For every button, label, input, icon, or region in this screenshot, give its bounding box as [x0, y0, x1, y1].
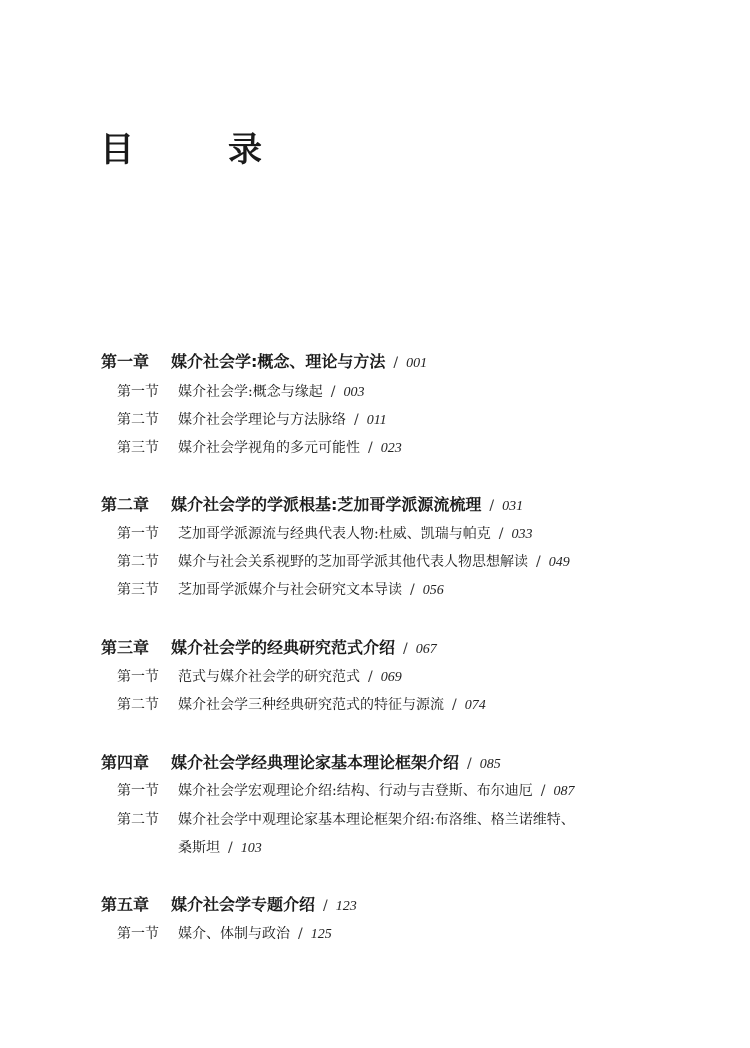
page-number: 067: [415, 642, 437, 657]
section-title: 媒介社会学:概念与缘起: [178, 384, 323, 400]
chapter-number: 第一章: [101, 352, 150, 371]
page-title: 目 录: [100, 130, 292, 170]
section-number: 第一节: [117, 526, 159, 542]
page-number: 123: [335, 899, 357, 914]
section-number: 第一节: [117, 783, 159, 799]
section-title: 芝加哥学派媒介与社会研究文本导读: [178, 582, 402, 598]
chapter-title: 媒介社会学专题介绍: [171, 895, 316, 914]
page-separator: /: [498, 526, 504, 542]
section-entry[interactable]: [117, 922, 332, 946]
section-title: 媒介社会学中观理论家基本理论框架介绍:布洛维、格兰诺维特、: [178, 812, 575, 828]
page-number: 087: [553, 784, 575, 799]
section-title: 媒介社会学理论与方法脉络: [178, 412, 346, 428]
section-number: 第二节: [117, 697, 159, 713]
section-entry[interactable]: [117, 550, 570, 574]
section-entry[interactable]: [117, 522, 532, 546]
section-entry[interactable]: [117, 665, 402, 689]
section-number: 第一节: [117, 384, 159, 400]
section-entry[interactable]: [117, 408, 387, 432]
section-number: 第三节: [117, 440, 159, 456]
chapter-title: 媒介社会学的经典研究范式介绍: [171, 638, 396, 657]
chapter-number: 第四章: [101, 753, 150, 772]
chapter-number: 第三章: [101, 638, 150, 657]
page-number: 003: [343, 385, 365, 400]
page-number: 103: [240, 841, 262, 856]
section-title: 媒介社会学宏观理论介绍:结构、行动与吉登斯、布尔迪厄: [178, 783, 533, 799]
chapter-entry[interactable]: [101, 636, 437, 660]
page-separator: /: [403, 641, 408, 657]
page-number: 125: [310, 927, 332, 942]
chapter-entry[interactable]: [101, 751, 501, 775]
section-number: 第一节: [117, 926, 159, 942]
page-separator: /: [368, 440, 373, 456]
chapter-number: 第二章: [101, 495, 150, 514]
page-number: 074: [464, 698, 486, 713]
page-number: 001: [406, 356, 428, 371]
chapter-entry[interactable]: [101, 350, 427, 374]
page-number: 049: [548, 555, 570, 570]
page-separator: /: [393, 355, 399, 371]
page-separator: /: [452, 697, 457, 713]
page-number: 011: [366, 413, 387, 428]
chapter-title: 媒介社会学:概念、理论与方法: [171, 352, 386, 371]
page-number: 069: [380, 670, 402, 685]
page-separator: /: [228, 840, 233, 856]
section-number: 第二节: [117, 412, 159, 428]
page-number: 023: [380, 441, 402, 456]
section-entry[interactable]: [117, 578, 444, 602]
page-separator: /: [540, 783, 546, 799]
section-entry[interactable]: [117, 380, 364, 404]
section-title: 媒介社会学视角的多元可能性: [178, 440, 360, 456]
section-number: 第二节: [117, 554, 159, 570]
page-number: 056: [422, 583, 444, 598]
page-separator: /: [410, 582, 415, 598]
page-separator: /: [368, 669, 373, 685]
section-title: 范式与媒介社会学的研究范式: [178, 669, 360, 685]
page-separator: /: [467, 756, 472, 772]
chapter-entry[interactable]: [101, 893, 357, 917]
page-separator: /: [298, 926, 303, 942]
page-number: 085: [479, 757, 501, 772]
chapter-entry[interactable]: [101, 493, 523, 517]
section-title: 芝加哥学派源流与经典代表人物:杜威、凯瑞与帕克: [178, 526, 491, 542]
page-separator: /: [330, 384, 336, 400]
section-title-continuation: 桑斯坦: [178, 840, 220, 856]
chapter-title: 媒介社会学的学派根基:芝加哥学派源流梳理: [171, 495, 482, 514]
page-separator: /: [354, 412, 359, 428]
section-entry[interactable]: [117, 436, 402, 460]
section-number: 第一节: [117, 669, 159, 685]
page-separator: /: [536, 554, 541, 570]
section-entry-continuation[interactable]: [178, 836, 262, 860]
chapter-title: 媒介社会学经典理论家基本理论框架介绍: [171, 753, 460, 772]
section-number: 第二节: [117, 812, 159, 828]
section-title: 媒介、体制与政治: [178, 926, 290, 942]
section-entry[interactable]: [117, 779, 574, 803]
section-title: 媒介与社会关系视野的芝加哥学派其他代表人物思想解读: [178, 554, 528, 570]
section-entry[interactable]: [117, 808, 575, 832]
page-number: 033: [511, 527, 533, 542]
page-number: 031: [502, 499, 524, 514]
section-title: 媒介社会学三种经典研究范式的特征与源流: [178, 697, 444, 713]
section-number: 第三节: [117, 582, 159, 598]
chapter-number: 第五章: [101, 895, 150, 914]
page-separator: /: [323, 898, 328, 914]
page-separator: /: [489, 498, 495, 514]
section-entry[interactable]: [117, 693, 486, 717]
